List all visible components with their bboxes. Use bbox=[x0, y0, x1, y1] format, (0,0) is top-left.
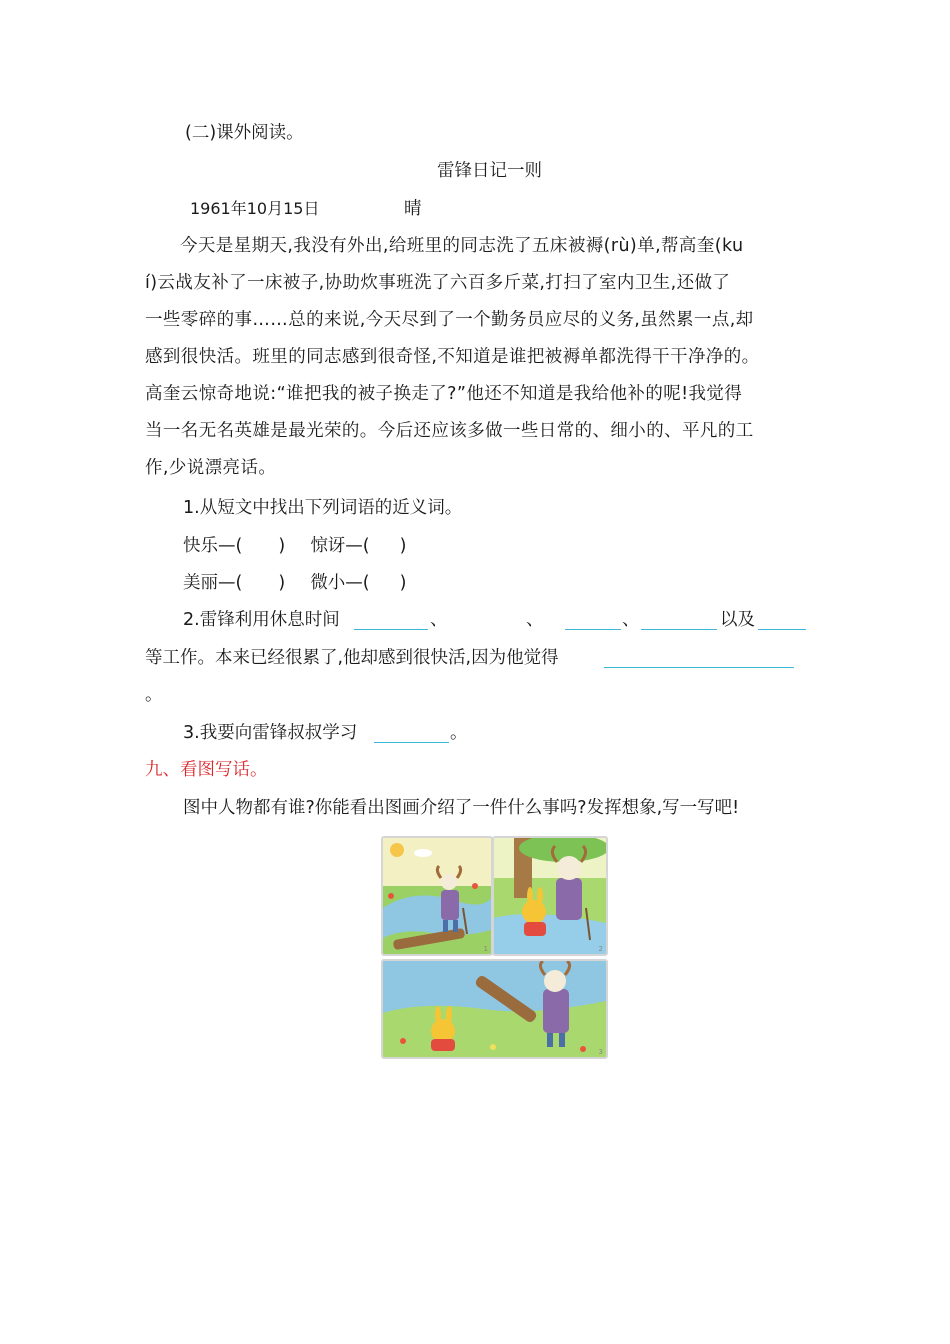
synonym-label: 美丽—( bbox=[183, 573, 243, 593]
diary-body bbox=[145, 228, 805, 487]
question-1-prompt: 1.从短文中找出下列词语的近义词。 bbox=[183, 498, 463, 518]
answer-blank[interactable] bbox=[354, 609, 428, 630]
synonym-label: 快乐—( bbox=[183, 536, 243, 556]
answer-blank[interactable] bbox=[374, 722, 449, 743]
body-line: 当一名无名英雄是最光荣的。今后还应该多做一些日常的、细小的、平凡的工 bbox=[145, 421, 754, 441]
bracket-close: ) bbox=[399, 573, 407, 593]
synonym-row-2 bbox=[183, 572, 406, 594]
separator: 、 bbox=[430, 610, 448, 630]
answer-blank[interactable] bbox=[604, 647, 794, 668]
body-line: 感到很快活。班里的同志感到很奇怪,不知道是谁把被褥单都洗得干干净净的。 bbox=[145, 347, 760, 367]
synonym-label: 微小—( bbox=[310, 573, 370, 593]
body-line: í)云战友补了一床被子,协助炊事班洗了六百多斤菜,打扫了室内卫生,还做了 bbox=[145, 273, 731, 293]
answer-blank[interactable] bbox=[758, 609, 806, 630]
picture-panel-3 bbox=[381, 959, 608, 1059]
bracket-close: ) bbox=[278, 536, 286, 556]
article-title: 雷锋日记一则 bbox=[437, 161, 542, 181]
panel-number: 2 bbox=[598, 945, 603, 953]
panel-2-illustration bbox=[494, 838, 606, 954]
body-line: 高奎云惊奇地说:“谁把我的被子换走了?”他还不知道是我给他补的呢!我觉得 bbox=[145, 384, 743, 404]
body-line: 作,少说漂亮话。 bbox=[145, 458, 277, 478]
question-2-line-2: 等工作。本来已经很累了,他却感到很快活,因为他觉得 bbox=[145, 648, 559, 668]
body-line: 今天是星期天,我没有外出,给班里的同志洗了五床被褥(rù)单,帮高奎(ku bbox=[180, 236, 744, 256]
panel-number: 3 bbox=[598, 1048, 603, 1056]
diary-date: 1961年10月15日 bbox=[190, 199, 320, 218]
section-heading: (二)课外阅读。 bbox=[185, 123, 304, 143]
and-label: 以及 bbox=[720, 610, 755, 630]
bracket-close: ) bbox=[399, 536, 407, 556]
diary-weather: 晴 bbox=[404, 199, 422, 219]
separator: 、 bbox=[526, 610, 544, 630]
picture-panel-2 bbox=[492, 836, 608, 956]
question-3-end: 。 bbox=[450, 723, 468, 743]
panel-3-illustration bbox=[383, 961, 606, 1057]
question-2-end: 。 bbox=[145, 685, 163, 705]
answer-blank[interactable] bbox=[641, 609, 717, 630]
separator: 、 bbox=[622, 610, 640, 630]
answer-blank[interactable] bbox=[565, 609, 621, 630]
panel-number: 1 bbox=[483, 945, 488, 953]
question-2-prompt: 2.雷锋利用休息时间 bbox=[183, 610, 340, 630]
body-line: 一些零碎的事……总的来说,今天尽到了一个勤务员应尽的义务,虽然累一点,却 bbox=[145, 310, 754, 330]
panel-1-illustration bbox=[383, 838, 491, 954]
bracket-close: ) bbox=[278, 573, 286, 593]
picture-panel-1 bbox=[381, 836, 493, 956]
picture-writing-prompt: 图中人物都有谁?你能看出图画介绍了一件什么事吗?发挥想象,写一写吧! bbox=[183, 798, 740, 818]
synonym-row-1 bbox=[183, 535, 406, 557]
section-nine-heading: 九、看图写话。 bbox=[145, 760, 268, 780]
synonym-label: 惊讶—( bbox=[310, 536, 370, 556]
question-3-prompt: 3.我要向雷锋叔叔学习 bbox=[183, 723, 358, 743]
